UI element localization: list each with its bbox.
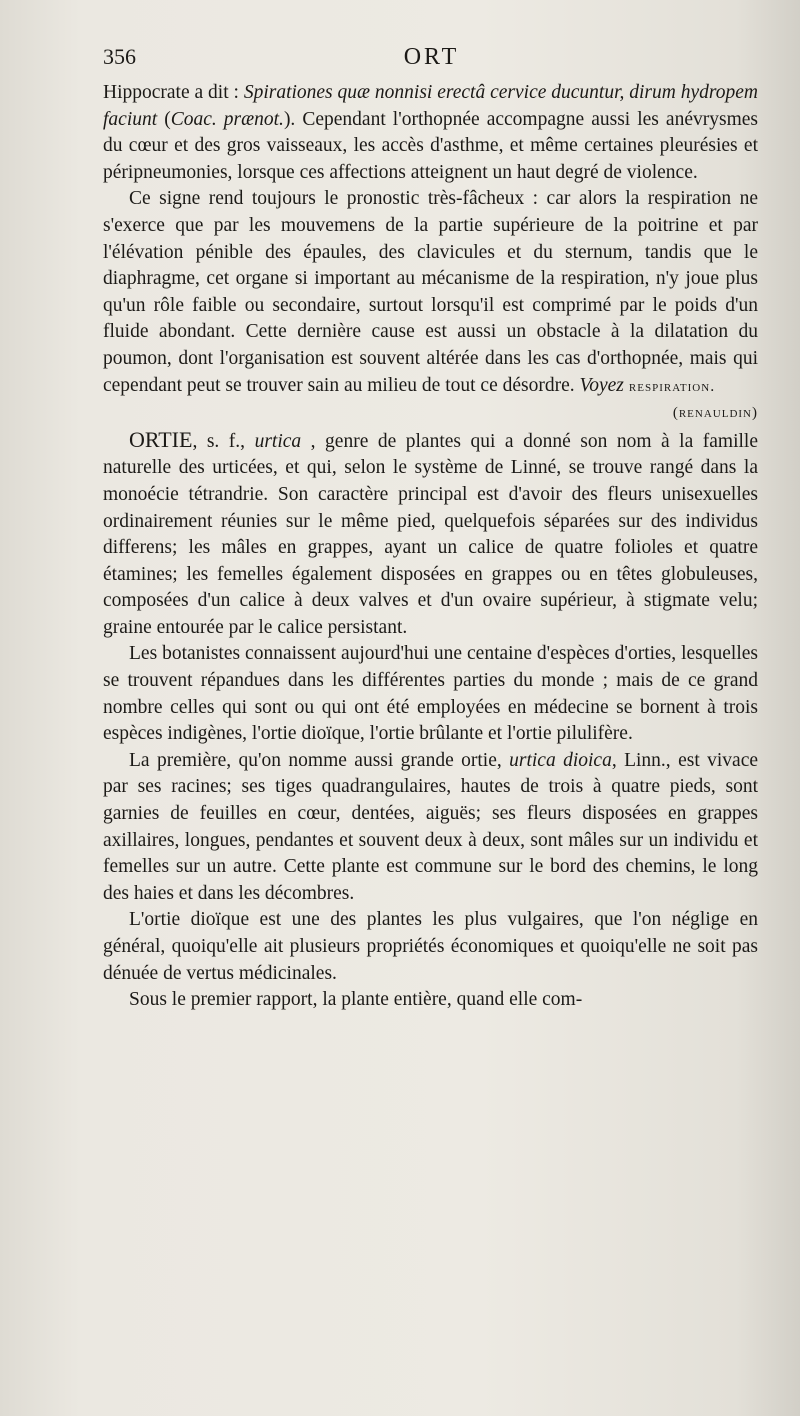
latin-name: urtica (254, 430, 302, 452)
running-head: ORT (403, 44, 460, 70)
paragraph-pronostic (103, 186, 758, 422)
text-run: , Linn., est vivace par ses racines; ses tiges quadrangulaires, hautes de trois à quatre pieds, sont garnies de feuilles en cœur, dentées, aiguës; ses fleurs disposées en grappes axillaires, longues, pendantes et souvent deux à deux, sont mâles sur un individu et femelles sur un autre. Cette plante est commune sur le bord des chemins, le long des haies et dans les décombres. (103, 749, 759, 904)
author-signature: (renauldin) (672, 405, 758, 422)
paragraph-botanistes (103, 641, 758, 747)
see-reference: Voyez (579, 374, 624, 396)
entry-headword: ORTIE (129, 426, 193, 452)
latin-quote: Spirationes quæ nonnisi erectâ cervice ducuntur, dirum hydropem faciunt (103, 82, 758, 130)
text-run: ( (157, 108, 171, 130)
text-run: Les botanistes connaissent aujourd'hui une centaine d'espèces d'orties, lesquelles se trouvent répandues dans les différentes parties du monde ; mais de ce grand nombre celles qui sont ou qui ont été employées en médecine se bornent à trois espèces indigènes, l'ortie dioïque, l'ortie brûlante et l'ortie pilulifère. (103, 643, 758, 745)
text-run: ). Cependant l'orthopnée accompagne aussi les anévrysmes du cœur et des gros vaisseaux, les accès d'asthme, et même certaines pleurésies et péripneumonies, lorsque ces affections atteignent un haut degré de violence. (103, 108, 758, 183)
latin-name: urtica dioica (509, 749, 612, 771)
paragraph-hippocrate (103, 80, 758, 186)
cross-reference: respiration. (623, 377, 716, 395)
paragraph-premiere (103, 748, 758, 908)
paragraph-premier-rapport (103, 987, 758, 1014)
page-number: 356 (103, 44, 136, 69)
citation: Coac. prænot. (170, 108, 284, 130)
entry-ortie (103, 427, 758, 642)
text-run: Ce signe rend toujours le pronostic très-fâcheux : car alors la respiration ne s'exerce que par les mouvemens de la partie supérieure de la poitrine et par l'élévation pénible des épaules, des clavicules et du sternum, tandis que le diaphragme, cet organe si important au mécanisme de la respiration, n'y joue plus qu'un rôle faible ou secondaire, surtout lorsqu'il est comprimé par le poids d'un fluide abondant. Cette dernière cause est aussi un obstacle à la dilatation du poumon, dont l'organisation est souvent altérée dans les cas d'orthopnée, mais qui cependant peut se trouver sain au milieu de tout ce désordre. (103, 188, 758, 396)
page-body (103, 80, 758, 1014)
text-run: L'ortie dioïque est une des plantes les plus vulgaires, que l'on néglige en général, quoiqu'elle ait plusieurs propriétés économiques et quoiqu'elle ne soit pas dénuée de vertus médicinales. (103, 909, 758, 984)
paragraph-dioique (103, 907, 758, 987)
text-run: , genre de plantes qui a donné son nom à la famille naturelle des urticées, et qui, selon le système de Linné, se trouve rangé dans la monoécie tétrandrie. Son caractère principal est d'avoir des fleurs unisexuelles ordinairement réunies sur le même pied, quelquefois séparées sur des individus differens; les mâles en grappes, ayant un calice de quatre folioles et quatre étamines; les femelles également disposées en grappes ou en têtes globuleuses, composées d'un calice à deux valves et d'un ovaire supérieur, à stigmate velu; graine entourée par le calice persistant. (103, 430, 758, 638)
text-run: , s. f., (192, 430, 255, 452)
page-header (103, 44, 760, 78)
text-run: Sous le premier rapport, la plante entière, quand elle com- (129, 989, 583, 1011)
text-run: La première, qu'on nomme aussi grande ortie, (129, 749, 510, 771)
text-run: Hippocrate a dit : (103, 82, 244, 103)
